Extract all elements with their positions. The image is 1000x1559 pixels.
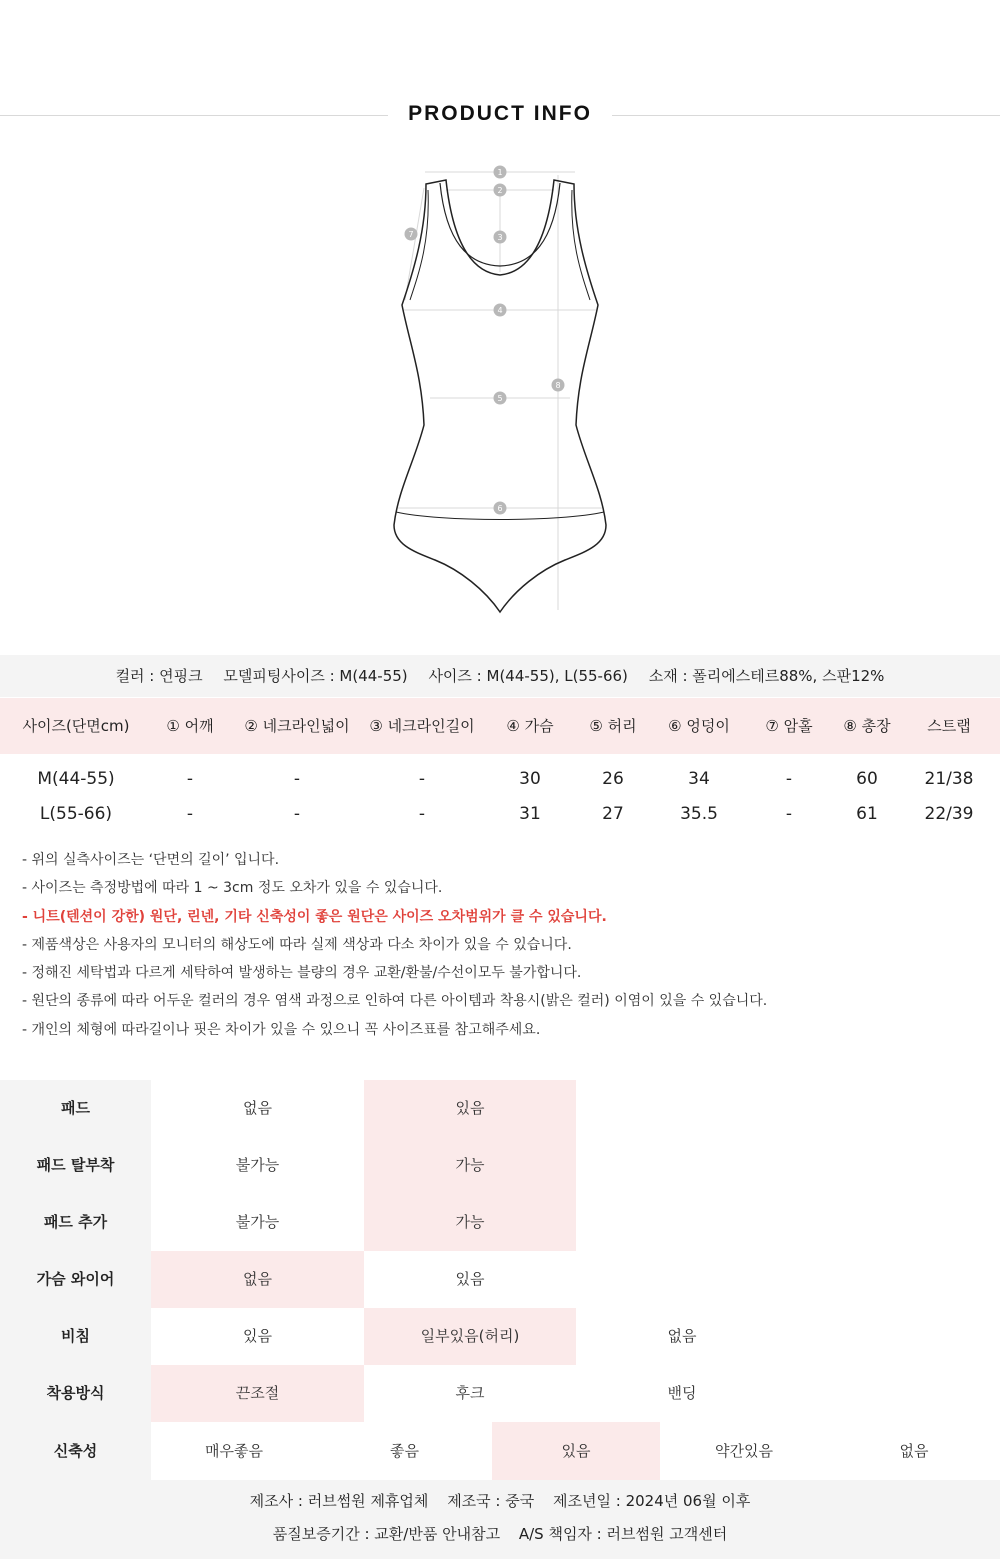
size-header-cell: ⑧ 총장 <box>843 717 891 735</box>
table-row <box>0 797 1000 831</box>
svg-text:3: 3 <box>497 233 503 242</box>
attr-option-selected: 없음 <box>151 1251 364 1308</box>
attr-label: 신축성 <box>0 1422 151 1480</box>
marker-6 <box>494 502 507 515</box>
attr-option: 좋음 <box>390 1442 419 1460</box>
attr-option: 없음 <box>243 1099 272 1117</box>
size-cell: 35.5 <box>680 804 718 824</box>
marker-1 <box>494 166 507 179</box>
note-item: - 제품색상은 사용자의 모니터의 해상도에 따라 실제 색상과 다소 차이가 있을 수 있습니다. <box>22 936 572 953</box>
info-model-size: 모델피팅사이즈 : M(44-55) <box>223 667 408 685</box>
attr-option: 밴딩 <box>667 1384 697 1402</box>
footer-manufacturer: 제조사 : 러브썸원 제휴업체 <box>249 1492 429 1510</box>
size-header-cell: 사이즈(단면cm) <box>22 717 130 735</box>
size-cell: 22/39 <box>924 804 974 824</box>
attr-option-selected: 가능 <box>364 1194 576 1251</box>
svg-text:2: 2 <box>497 186 503 195</box>
svg-text:7: 7 <box>408 230 414 239</box>
footer-date: 제조년일 : 2024년 06월 이후 <box>553 1492 751 1510</box>
attr-option: 있음 <box>243 1327 272 1345</box>
attr-label: 착용방식 <box>0 1365 151 1422</box>
attr-option-selected: 있음 <box>492 1422 660 1480</box>
info-material: 소재 : 폴리에스테르88%, 스판12% <box>648 667 885 685</box>
size-cell: M(44-55) <box>37 769 115 789</box>
section-title-row <box>0 100 1000 132</box>
marker-2 <box>494 184 507 197</box>
note-item: - 사이즈는 측정방법에 따라 1 ~ 3cm 정도 오차가 있을 수 있습니다. <box>22 880 443 897</box>
svg-text:5: 5 <box>497 394 503 403</box>
attr-option: 있음 <box>455 1270 485 1288</box>
attr-option: 없음 <box>899 1442 929 1460</box>
size-cell: 31 <box>519 804 541 824</box>
size-header-cell: ③ 네크라인길이 <box>369 717 475 735</box>
info-sizes: 사이즈 : M(44-55), L(55-66) <box>428 667 628 685</box>
attr-label: 패드 추가 <box>0 1194 151 1251</box>
marker-4 <box>494 304 507 317</box>
size-cell: L(55-66) <box>39 804 113 824</box>
size-cell: 60 <box>856 769 878 789</box>
footer-line-2 <box>0 1523 1000 1544</box>
note-item-warning: - 니트(텐션이 강한) 원단, 린넨, 기타 신축성이 좋은 원단은 사이즈 오차범위가 클 수 있습니다. <box>22 908 607 925</box>
size-header-cell: ④ 가슴 <box>506 717 554 735</box>
size-cell: 26 <box>602 769 624 789</box>
attr-label: 가슴 와이어 <box>0 1251 151 1308</box>
marker-8 <box>552 379 565 392</box>
attr-label: 비침 <box>0 1308 151 1365</box>
attr-option: 없음 <box>667 1327 697 1345</box>
svg-text:6: 6 <box>497 504 503 513</box>
attr-option-selected: 일부있음(허리) <box>364 1308 576 1365</box>
attr-option: 약간있음 <box>715 1442 773 1460</box>
page-title: PRODUCT INFO <box>408 102 592 125</box>
marker-3 <box>494 231 507 244</box>
footer-line-1 <box>0 1490 1000 1511</box>
note-item: - 원단의 종류에 따라 어두운 컬러의 경우 염색 과정으로 인하여 다른 아이템과 착용시(밝은 컬러) 이염이 있을 수 있습니다. <box>22 993 768 1010</box>
svg-text:4: 4 <box>497 306 503 315</box>
size-cell: - <box>186 804 194 824</box>
attr-option: 후크 <box>455 1384 485 1402</box>
size-cell: - <box>293 769 301 789</box>
size-cell: 27 <box>602 804 624 824</box>
product-info-bar <box>0 655 1000 697</box>
footer-as-contact: A/S 책임자 : 러브썸원 고객센터 <box>518 1525 728 1543</box>
note-item: - 개인의 체형에 따라길이나 핏은 차이가 있을 수 있으니 꼭 사이즈표를 참고해주세요. <box>22 1021 541 1038</box>
marker-5 <box>494 392 507 405</box>
attr-option-selected: 있음 <box>364 1080 576 1137</box>
size-header-cell: ⑥ 엉덩이 <box>668 717 730 735</box>
size-cell: - <box>785 804 793 824</box>
size-cell: - <box>418 804 426 824</box>
size-cell: 30 <box>519 769 541 789</box>
attr-option: 매우좋음 <box>205 1442 263 1460</box>
attr-option: 불가능 <box>235 1156 280 1174</box>
size-header-cell: ⑦ 암홀 <box>765 717 813 735</box>
size-header-cell: ② 네크라인넓이 <box>244 717 350 735</box>
size-table-header <box>0 698 1000 754</box>
size-cell: - <box>293 804 301 824</box>
note-item: - 위의 실측사이즈는 ‘단면의 길이’ 입니다. <box>22 852 280 868</box>
footer-country: 제조국 : 중국 <box>447 1492 535 1510</box>
fit-attribute-table <box>0 1080 1000 1480</box>
table-row <box>0 762 1000 796</box>
attr-label: 패드 <box>0 1080 151 1137</box>
svg-text:8: 8 <box>555 381 561 390</box>
footer-warranty: 품질보증기간 : 교환/반품 안내참고 <box>272 1525 501 1543</box>
size-cell: - <box>418 769 426 789</box>
bodysuit-measurement-diagram <box>380 160 620 620</box>
attr-option-selected: 끈조절 <box>151 1365 364 1422</box>
attr-label: 패드 탈부착 <box>0 1137 151 1194</box>
info-color: 컬러 : 연핑크 <box>115 667 203 685</box>
size-header-cell: ① 어깨 <box>166 717 214 735</box>
size-cell: - <box>785 769 793 789</box>
svg-text:1: 1 <box>497 168 503 177</box>
size-header-cell: 스트랩 <box>927 717 971 735</box>
attr-option-selected: 가능 <box>364 1137 576 1194</box>
attr-option: 불가능 <box>235 1213 280 1231</box>
size-cell: 21/38 <box>924 769 974 789</box>
size-notes <box>22 846 982 1044</box>
marker-7 <box>405 228 418 241</box>
manufacturer-info-footer <box>0 1480 1000 1559</box>
size-cell: 61 <box>856 804 878 824</box>
size-header-cell: ⑤ 허리 <box>589 717 637 735</box>
size-cell: - <box>186 769 194 789</box>
size-cell: 34 <box>688 769 710 789</box>
note-item: - 정해진 세탁법과 다르게 세탁하여 발생하는 블량의 경우 교환/환불/수선이모두 불가합니다. <box>22 965 582 982</box>
